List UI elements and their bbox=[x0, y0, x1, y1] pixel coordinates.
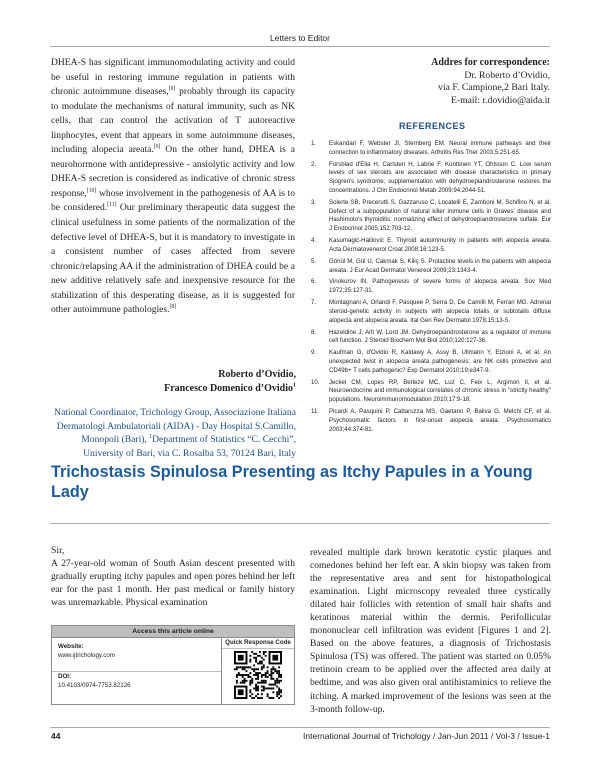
reference-text: Picardi A, Pasquini P, Cattaruzza MS, Gaetano P, Baliva G, Melchi CF, et al. Psychosomatic factors in first-onset alopecia areata. Psychosomatics 2003;44:374-81. bbox=[329, 408, 551, 433]
reference-text: Jeckel CM, Lopes RP, Berleze MC, Luz C, Feix L, Argimon II, et al. Neuroendocrine and immunological correlates of chronic stress in "strictly healthy" populations. Neuroimmunomodulation 2010;17:9-18. bbox=[329, 378, 551, 404]
salutation: Sir, bbox=[51, 545, 65, 556]
letter-paragraph: DHEA-S has significant immunomodulating activity and could be useful in restoring immune regulation in patients with chronic autoimmune diseases,[9] probably through its capacity to modulate the mechanisms of natural immunity, such as NK cells, that can control the activation of T autoreactive linphocytes, event that appears in some autoimmune diseases, including alopecia areata.[9] On the other hand, DHEA is a neurohormone with antidepressive - ansiolytic activity and low DHEA-S secretion is considered as indicative of chronic stress response,[10] whose involvement in the pathogenesis of AA is to be considered.[11] Our preliminary therapeutic data suggest the clinical usefulness in some patients of the normalization of the defective level of DHEA-S, but it is mandatory to investigate in a consistent number of cases affected from severe chronic/relapsing AA if the administration of DHEA could be a new additive relatively safe and inexpensive resource for the stabilization of this desperating disease, as it is suggested for other autoimmune pathologies.[8] bbox=[51, 57, 295, 316]
citation[interactable]: [8] bbox=[169, 304, 177, 311]
article-body-left: A 27-year-old woman of South Asian descent presented with gradually erupting itchy papules and open pores behind her left ear for the past 1 month. Her past medical or family history was unremarkable. Physical examination bbox=[51, 558, 295, 609]
reference-item bbox=[311, 329, 551, 347]
qr-label: Quick Response Code bbox=[222, 638, 294, 649]
citation[interactable]: [11] bbox=[107, 202, 117, 209]
author-name: Francesco Domenico d’Ovidio$^1$ bbox=[164, 382, 296, 394]
references-list bbox=[311, 140, 551, 438]
correspondence-address bbox=[431, 57, 550, 107]
reference-text: Gönül M, Gül U, Cakmak S, Kiliç S. Prolactine levels in the patients with alopecia areata. J Eur Acad Dermatol Venereol 2009;23:1343-4. bbox=[329, 257, 551, 274]
access-box-heading: Access this article online bbox=[52, 626, 294, 638]
correspondence-email[interactable]: E-mail: r.dovidio@aida.it bbox=[450, 94, 550, 106]
reference-text: Eskandari F, Webster JI, Sternberg EM. Neural immune pathways and their connection to inflammatory diseases. Arthritis Res Ther 2003;5:251-65. bbox=[329, 140, 551, 156]
author-signature bbox=[164, 368, 296, 396]
qr-code-icon[interactable] bbox=[234, 651, 282, 699]
website-link[interactable]: www.ijtrichology.com bbox=[58, 652, 115, 659]
author-name: Roberto d’Ovidio, bbox=[218, 369, 296, 380]
header-rule bbox=[50, 46, 550, 47]
correspondence-street: via F. Campione,2 Bari Italy. bbox=[438, 82, 550, 94]
reference-number: 7. bbox=[311, 299, 317, 307]
citation[interactable]: [10] bbox=[86, 187, 97, 194]
letter-body bbox=[51, 56, 295, 318]
reference-item bbox=[311, 237, 551, 255]
correspondence-name: Dr. Roberto d’Ovidio, bbox=[464, 69, 550, 81]
reference-item bbox=[311, 349, 551, 375]
reference-number: 4. bbox=[311, 237, 317, 245]
reference-item bbox=[311, 379, 551, 405]
footer-rule bbox=[50, 727, 550, 728]
reference-number: 11. bbox=[311, 408, 320, 416]
running-head: Letters to Editor bbox=[269, 33, 330, 43]
reference-number: 1. bbox=[311, 140, 317, 147]
citation[interactable]: [9] bbox=[153, 144, 161, 151]
access-box-divider bbox=[52, 671, 221, 672]
reference-text: Forsblad d'Elia H, Carlsten H, Labrie F, Konttinen YT, Ohlsson C. Low serum levels of sex steroids are associated with disease characteristics in primary Sjogren's syndrome; supplementation with dehydroepiandrosterone restores the concentrations. J Clin Endocrinol Metab 2009;94:2044-51. bbox=[329, 160, 551, 194]
reference-number: 6. bbox=[311, 278, 317, 286]
access-online-box bbox=[51, 625, 295, 705]
reference-item bbox=[311, 408, 551, 434]
article-body-right: revealed multiple dark brown keratotic cystic plaques and comedones behind her left ear. A skin biopsy was taken from the representative area and sent for histopathological examination. Light microscopy revealed three cystically dilated hair follicles with retention of small hair shafts and keratinous material within the dermis. Perifollicular mononuclear cell infiltration was evident [Figures 1 and 2]. Based on the above features, a diagnosis of Trichostasis Spinulosa (TS) was offered. The patient was started on 0.05% tretinoin cream to be applied over the affected area daily at bedtime, and was also given oral antihistaminics to relieve the itching. A marked improvement of the lesions was seen at the 3-month follow-up. bbox=[310, 547, 551, 715]
page-number: 44 bbox=[51, 731, 61, 741]
qr-panel bbox=[221, 638, 294, 704]
reference-text: Solerte SB, Precerutti S, Gazzaruso C, Locatelli E, Zamboni M, Schifino N, et al. Defect of a subpopulation of natural killer immune cells in Graves' disease and Hashimoto's thyroiditis: normalizing effect of dehydroepiandrosterone sulfate. Eur J Endocrinol 2005;152:703-12. bbox=[329, 198, 551, 233]
reference-item bbox=[311, 299, 551, 325]
reference-item bbox=[311, 140, 551, 158]
doi-label: DOI: bbox=[58, 673, 72, 680]
reference-number: 3. bbox=[311, 198, 317, 206]
references-heading: REFERENCES bbox=[399, 121, 466, 131]
reference-text: Hazeldine J, Arlt W, Lord JM. Dehydroepiandrosterone as a regulator of immune cell function. J Steroid Biochem Mol Biol 2010;120:127-36. bbox=[329, 328, 551, 345]
reference-item bbox=[311, 199, 551, 234]
journal-footer: International Journal of Trichology / Jan-Jun 2011 / Vol-3 / Issue-1 bbox=[303, 731, 550, 741]
reference-text: Vinokurov IN. Pathogenesis of severe forms of alopecia areata. Sov Med 1972;35:127-31. bbox=[329, 278, 551, 295]
website-label: Website: bbox=[58, 643, 84, 650]
reference-number: 2. bbox=[311, 160, 317, 168]
reference-item bbox=[311, 258, 551, 276]
doi-link[interactable]: 10.4103/0974-7753.82126 bbox=[58, 682, 131, 689]
reference-item bbox=[311, 278, 551, 296]
reference-number: 10. bbox=[311, 378, 320, 386]
title-rule bbox=[50, 523, 550, 524]
citation[interactable]: [9] bbox=[168, 85, 176, 92]
reference-text: Kaufman G, d'Ovidio R, Kaldawy A, Assy B, Ullmann Y, Etzioni A, et al. An unexpected twist in alopecia areata pathogenesis: are NK cells protective and CD49b+ T cells pathogenic? Exp Dermatol 2010;19:e347-9. bbox=[329, 349, 551, 374]
article-title: Trichostasis Spinulosa Presenting as Itchy Papules in a Young Lady bbox=[51, 463, 533, 501]
reference-text: Montagnani A, Orlandi F, Pasquee P, Serra D, De Camilli M, Ferrari MG. Adrenal steroid-genetic activity in subjects with alopecia totalis or subtotalis diffuse alopecia and alopecia areata. Ital Gen Rev Dermatol 1978;15:13-5. bbox=[329, 299, 551, 324]
reference-text: Kasumagić-Halilović E. Thyroid autoimmunity in patients with alopecia areata. Acta Dermatovenerol Croat 2008;16:123-5. bbox=[329, 237, 551, 253]
author-affiliation: National Coordinator, Trichology Group, Associazione Italiana Dermatologi Ambulatoriali (AIDA) - Day Hospital S.Camillo, Monopoli (Bari), $^1$Department of Statistics “C. Cecchi”, University of Bari, via C. Rosalba 53, 70124 Bari, Italy bbox=[54, 407, 296, 459]
reference-number: 9. bbox=[311, 349, 317, 357]
reference-item bbox=[311, 161, 551, 196]
correspondence-title: Addres for correspondence: bbox=[431, 57, 550, 68]
reference-number: 8. bbox=[311, 328, 317, 336]
reference-number: 5. bbox=[311, 257, 317, 265]
